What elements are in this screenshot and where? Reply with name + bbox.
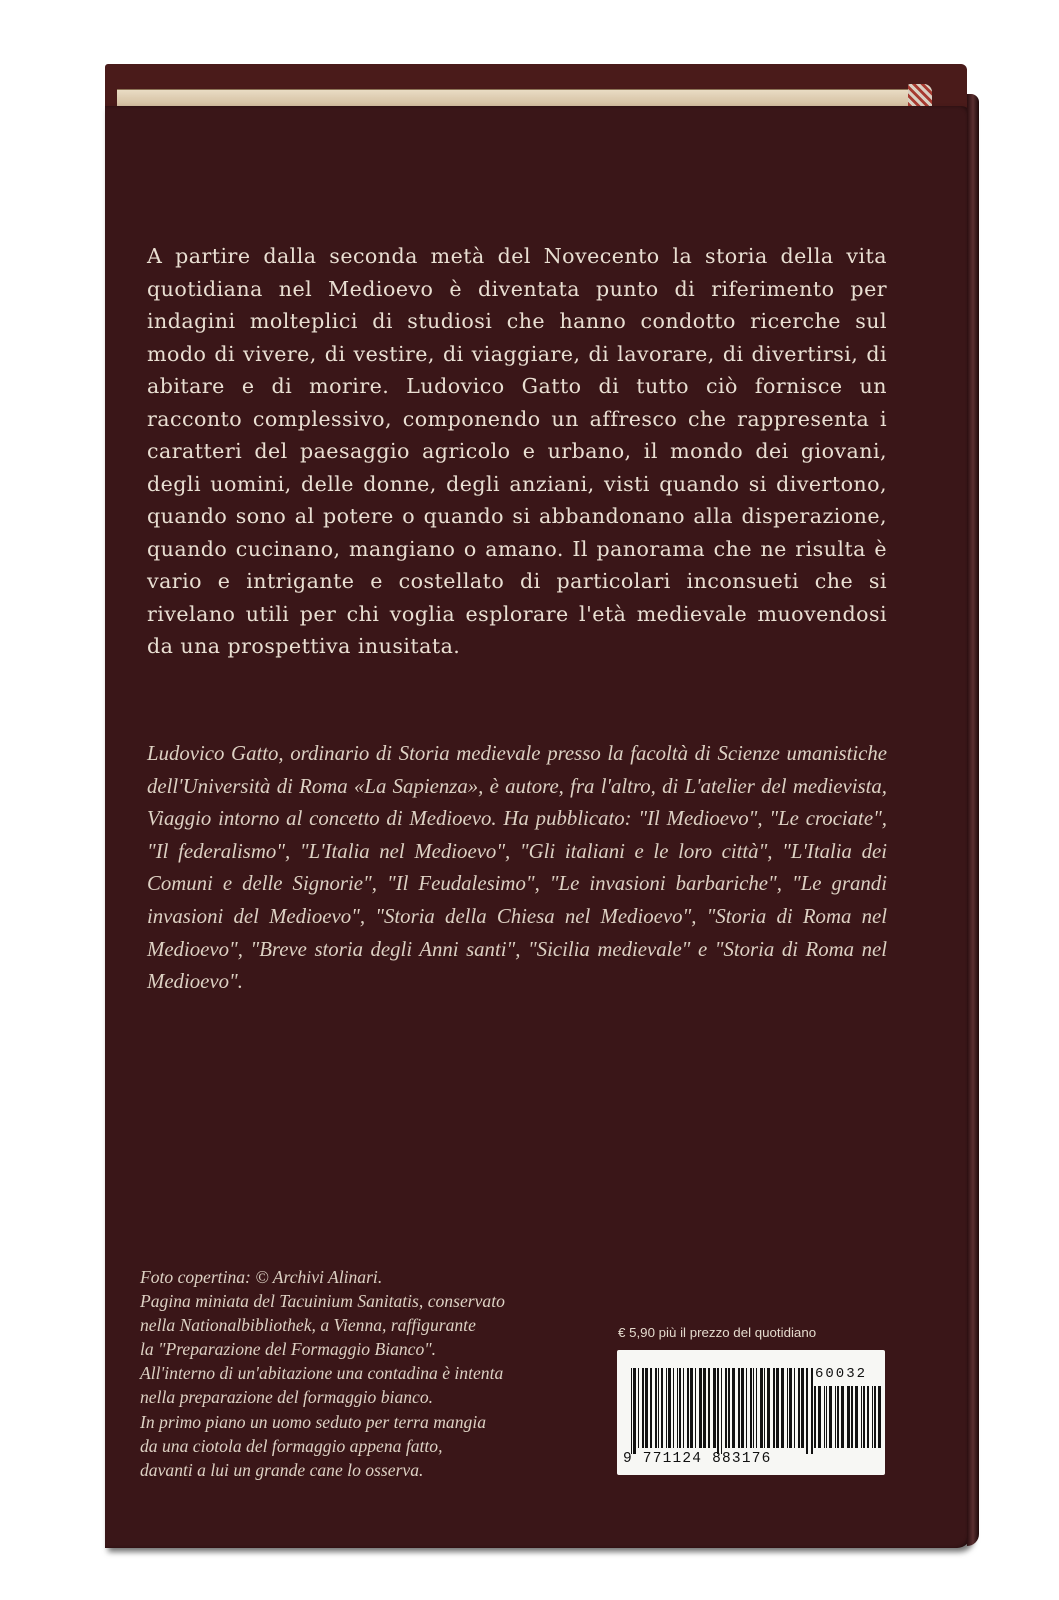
barcode-bar (695, 1368, 696, 1448)
photo-credit-line: Pagina miniata del Tacuinium Sanitatis, conservato (140, 1291, 505, 1312)
barcode-bar (666, 1368, 667, 1448)
barcode-bar (867, 1386, 869, 1448)
barcode-bar (746, 1368, 747, 1448)
barcode-bar (787, 1368, 788, 1448)
barcode-bar (776, 1368, 779, 1448)
barcode-bar (756, 1368, 757, 1448)
barcode-bar (841, 1386, 844, 1448)
barcode-bar (855, 1386, 858, 1448)
photo-credit-line: All'interno di un'abitazione una contadina è intenta (140, 1363, 504, 1384)
barcode-bar (794, 1368, 795, 1448)
barcode-bar (826, 1386, 827, 1448)
barcode-bar (806, 1368, 808, 1454)
barcode-bar (658, 1368, 659, 1448)
barcode-bar (725, 1368, 727, 1448)
barcode-bar (638, 1368, 639, 1448)
photo-credit-line: nella Nationalbibliothek, a Vienna, raffigurante (140, 1315, 476, 1336)
barcode-bar (847, 1386, 850, 1448)
barcode-digits: 9 771124 883176 (623, 1451, 772, 1467)
photo-credit-line: da una ciotola del formaggio appena fatto, (140, 1435, 443, 1456)
barcode-bar (650, 1368, 652, 1448)
barcode-bar (767, 1368, 770, 1448)
barcode-bar (690, 1368, 693, 1448)
barcode-bar (878, 1386, 881, 1448)
barcode-bar (861, 1386, 862, 1448)
barcode-ean13 (631, 1368, 801, 1448)
barcode-bar (732, 1368, 735, 1448)
barcode-bar (824, 1386, 825, 1448)
photo-credit-line: davanti a lui un grande cane lo osserva. (140, 1459, 424, 1480)
barcode-bar (872, 1386, 873, 1448)
barcode-bar (798, 1368, 800, 1448)
barcode-bar (642, 1368, 644, 1448)
barcode-bar (760, 1368, 763, 1448)
photo-credit (140, 1265, 580, 1482)
blurb-paragraph: A partire dalla seconda metà del Novecento la storia della vita quotidiana nel Medioevo è diventata punto di riferimento per indagini molteplici di studiosi che hanno condotto ricerche sul modo di vivere, di vestire, di viaggiare, di lavorare, di divertirsi, di abitare e di morire. Ludovico Gatto di tutto ciò fornisce un racconto complessivo, componendo un affresco che rappresenta i caratteri del paesaggio agricolo e urbano, il mondo dei giovani, degli uomini, delle donne, degli anziani, visti quando si divertono, quando sono al potere o quando si abbandonano alla disperazione, quando cucinano, mangiano o amano. Il panorama che ne risulta è vario e intrigante e costellato di particolari inconsueti che si rivelano utili per chi voglia esplorare l'età medievale muovendosi da una prospettiva inusitata. (147, 244, 887, 658)
barcode-bar (814, 1386, 816, 1448)
barcode-bar (728, 1368, 730, 1448)
barcode-bar (750, 1368, 752, 1448)
barcode-bar (708, 1368, 710, 1448)
barcode-bar (717, 1368, 719, 1454)
barcode-bar (721, 1368, 722, 1454)
spine-edge (967, 94, 979, 1546)
barcode-bar (781, 1368, 784, 1448)
photo-credit-line: nella preparazione del formaggio bianco. (140, 1387, 434, 1408)
barcode-bar (699, 1368, 702, 1448)
photo-credit-line: In primo piano un uomo seduto per terra mangia (140, 1411, 486, 1432)
barcode-label (617, 1350, 885, 1475)
barcode-bar (764, 1368, 765, 1448)
barcode-bar (851, 1386, 853, 1448)
barcode-bar (741, 1368, 744, 1448)
barcode-bar (687, 1368, 689, 1448)
barcode-bar (679, 1368, 681, 1448)
author-bio-paragraph: Ludovico Gatto, ordinario di Storia medievale presso la facoltà di Scienze umanistiche dell'Università di Roma «La Sapienza», è autore, fra l'altro, di L'atelier del medievista, Viaggio intorno al concetto di Medioevo. Ha pubblicato: "Il Medioevo", "Le crociate", "Il federalismo", "L'Italia nel Medioevo", "Gli italiani e le loro città", "L'Italia dei Comuni e delle Signorie", "Il Feudalesimo", "Le invasioni barbariche", "Le grandi invasioni del Medioevo", "Storia della Chiesa nel Medioevo", "Storia di Roma nel Medioevo", "Breve storia degli Anni santi", "Sicilia medievale" e "Storia di Roma nel Medioevo". (147, 742, 887, 994)
barcode-bar (631, 1368, 632, 1454)
barcode-bar (713, 1368, 716, 1448)
barcode-bar (668, 1368, 671, 1448)
barcode-bar (818, 1386, 821, 1448)
barcode-bar (683, 1368, 684, 1448)
barcode-addon (812, 1386, 874, 1448)
barcode-bar (677, 1368, 678, 1448)
barcode-bar (655, 1368, 657, 1448)
barcode-bar (829, 1386, 832, 1448)
barcode-bar (837, 1386, 839, 1448)
barcode-bar (863, 1386, 865, 1448)
barcode-bar (738, 1368, 740, 1448)
barcode-bar (773, 1368, 775, 1448)
barcode-bar (645, 1368, 648, 1448)
barcode-bar (835, 1386, 836, 1448)
price-label: € 5,90 più il prezzo del quotidiano (618, 1325, 817, 1340)
barcode-bar (753, 1368, 754, 1448)
barcode-bar (789, 1368, 792, 1448)
photo-credit-line: Foto copertina: © Archivi Alinari. (140, 1267, 383, 1287)
barcode-bar (703, 1368, 706, 1448)
barcode-bar (812, 1386, 813, 1448)
barcode-addon-digits: 60032 (815, 1366, 868, 1382)
barcode-bar (633, 1368, 636, 1454)
barcode-bar (673, 1368, 674, 1448)
barcode-bar (874, 1386, 876, 1448)
barcode-bar (801, 1368, 804, 1448)
photo-credit-line: la "Preparazione del Formaggio Bianco". (140, 1339, 437, 1360)
barcode-bar (661, 1368, 663, 1448)
